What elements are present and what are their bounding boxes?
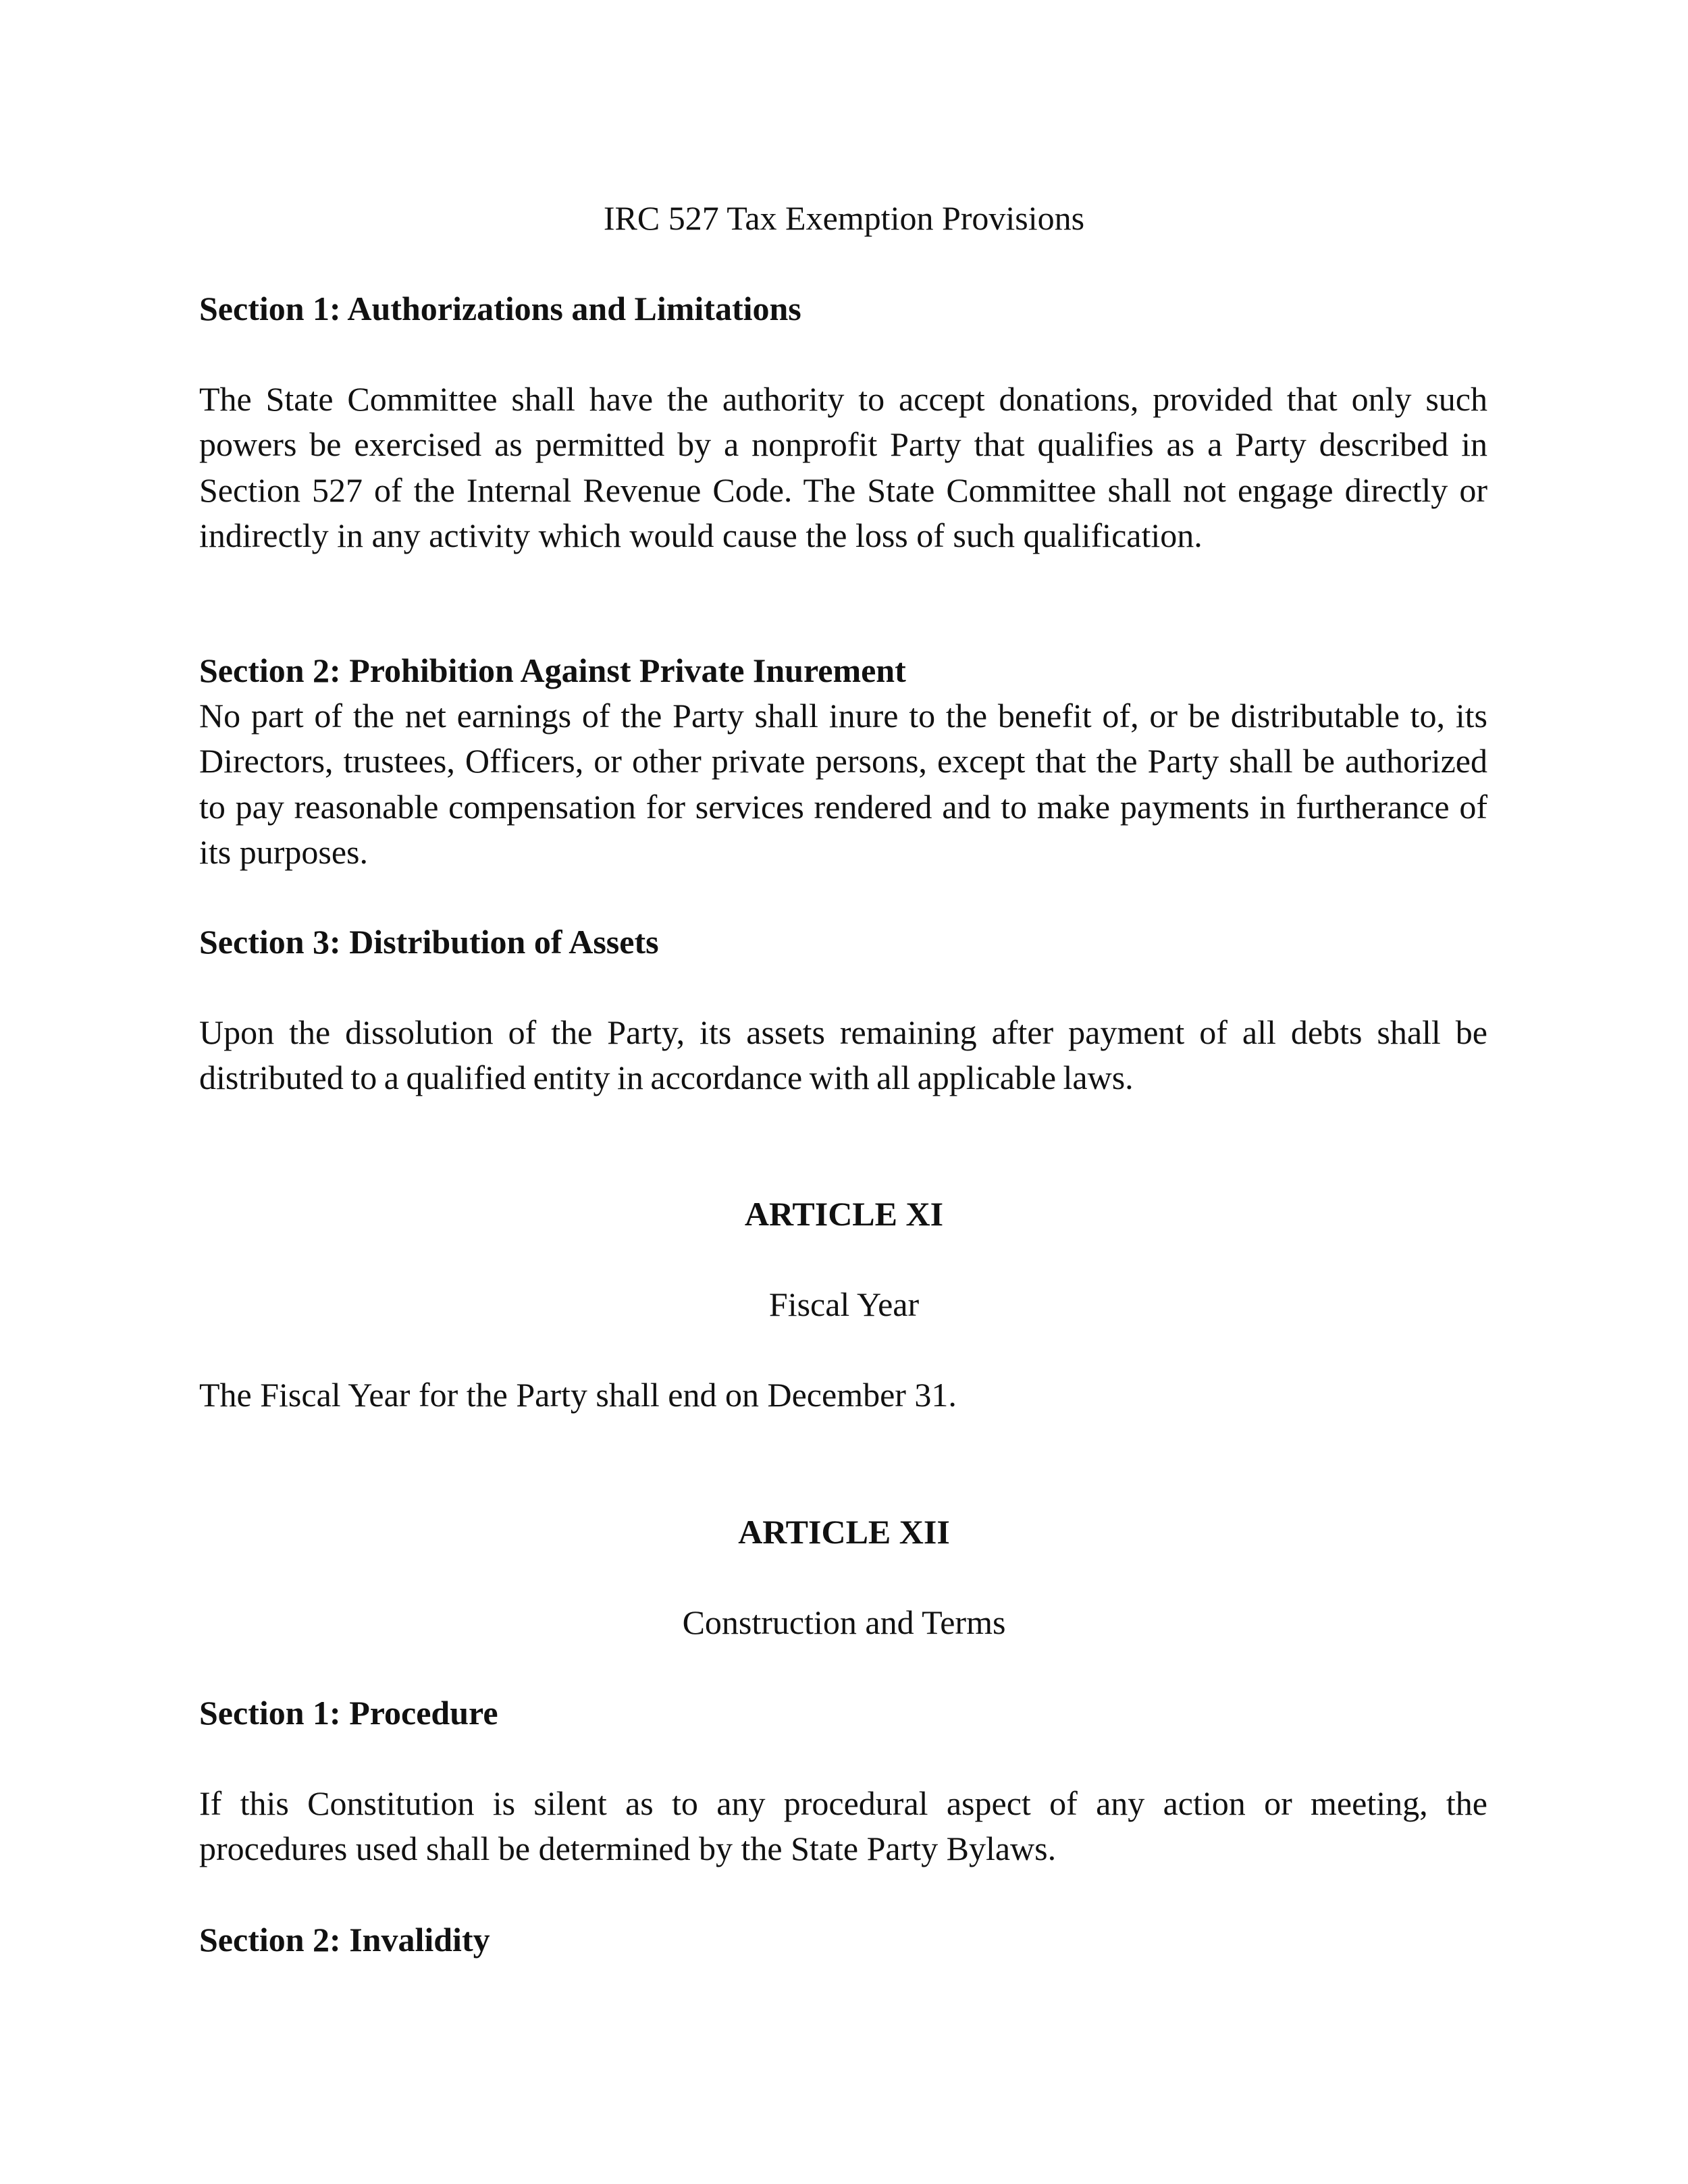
- article11-heading: ARTICLE XI: [744, 1195, 944, 1233]
- section3-body: Upon the dissolution of the Party, its assets remaining after payment of all debts shall be distributed to a qualified entity in accordance with all applicable laws.: [199, 1013, 1487, 1097]
- article11-subtitle: Fiscal Year: [768, 1285, 920, 1323]
- section3-heading: Section 3: Distribution of Assets: [199, 923, 659, 961]
- section2-body: No part of the net earnings of the Party shall inure to the benefit of, or be distributable to, its Directors, trustees, Officers, or other private persons, except that the Party shall be authorized to pay reasonable compensation for services rendered and to make payments in furtherance of its purposes.: [199, 697, 1487, 872]
- document-title: IRC 527 Tax Exemption Provisions: [603, 199, 1085, 237]
- section1-heading: Section 1: Authorizations and Limitations: [199, 290, 801, 327]
- article12-section2-heading: Section 2: Invalidity: [199, 1921, 490, 1959]
- article11-body: The Fiscal Year for the Party shall end on December 31.: [199, 1376, 957, 1414]
- section1-body: The State Committee shall have the authority to accept donations, provided that only such powers be exercised as permitted by a nonprofit Party that qualifies as a Party described in Section 527 of the Internal Revenue Code. The State Committee shall not engage directly or indirectly in any activity which would cause the loss of such qualification.: [199, 380, 1487, 555]
- article12-section1-body: If this Constitution is silent as to any procedural aspect of any action or meeting, the procedures used shall be determined by the State Party Bylaws.: [199, 1784, 1487, 1868]
- section2-heading: Section 2: Prohibition Against Private Inurement: [199, 651, 906, 689]
- article12-heading: ARTICLE XII: [738, 1513, 950, 1551]
- article12-subtitle: Construction and Terms: [682, 1603, 1006, 1641]
- article12-section1-heading: Section 1: Procedure: [199, 1694, 498, 1732]
